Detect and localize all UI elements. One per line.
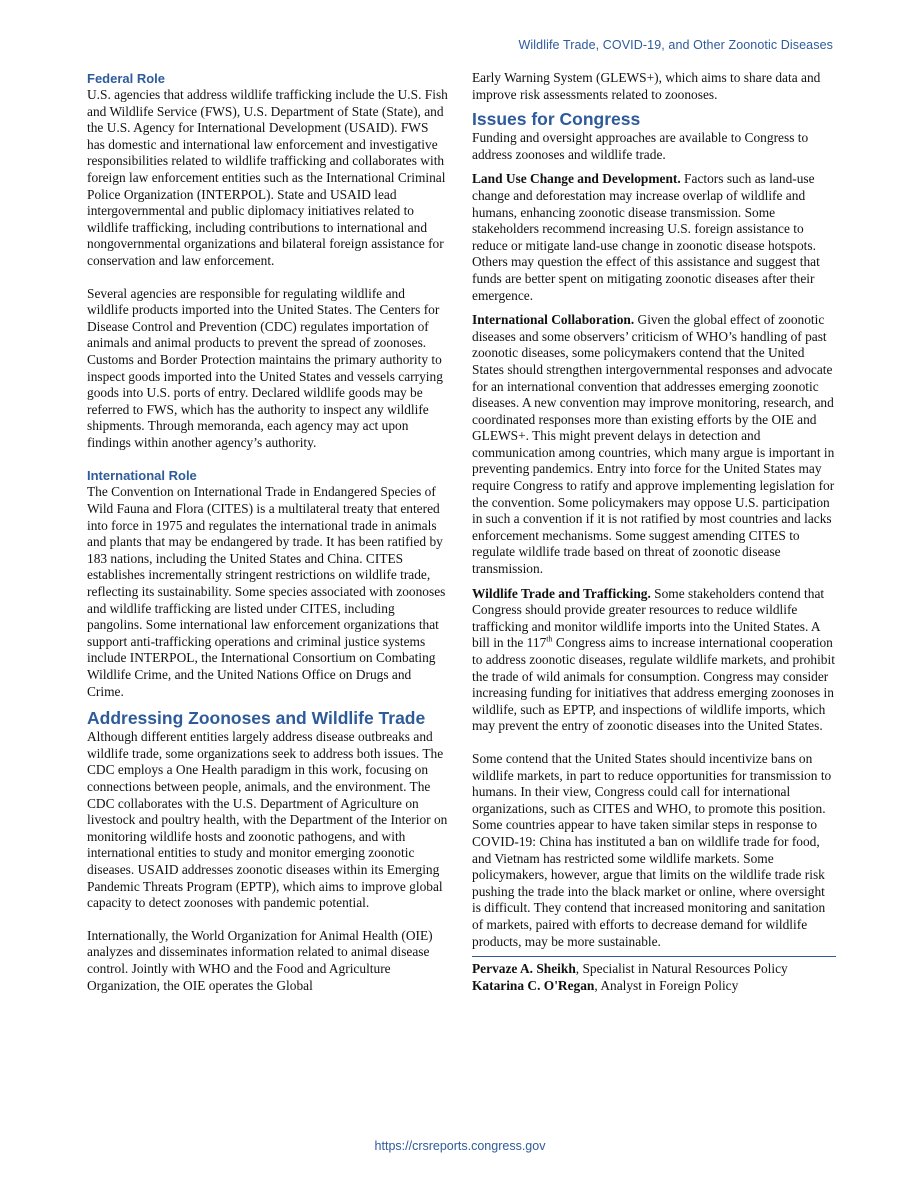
footer-url[interactable]: https://crsreports.congress.gov bbox=[374, 1139, 546, 1153]
trade-paragraph bbox=[472, 586, 836, 735]
addressing-paragraph-2: Internationally, the World Organization for Animal Health (OIE) analyzes and disseminates information related to animal disease control. Jointly with WHO and the Food and Agriculture Organization, the OIE operates the Global bbox=[87, 927, 433, 993]
land-use-paragraph bbox=[472, 171, 836, 304]
trade-paragraph-2: Some contend that the United States should incentivize bans on wildlife markets, in part to reduce opportunities for transmission to humans. In their view, Congress could call for international organizations, such as CITES and WHO, to promote this position. Some countries appear to have taken similar steps in response to COVID-19: China has instituted a ban on wildlife trade for food, and Vietnam has restricted some wildlife markets. Some policymakers, however, argue that limits on the wildlife trade risk pushing the trade into the black market or online, where oversight is difficult. They contend that increased monitoring and sanitation of markets, paired with efforts to decrease demand for wildlife products, may be more sustainable. bbox=[472, 750, 832, 949]
trade-text-b: Congress aims to increase international cooperation to address zoonotic diseases, regulate wildlife markets, and prohibit the trade of wild animals for consumption. Congress may consider increasing funding for initiatives that address emerging zoonoses in wildlife, such as EPTP, and inspections of wildlife imports, which may prevent the entry of zoonotic diseases into the United States. bbox=[472, 635, 835, 734]
land-use-lead: Land Use Change and Development. bbox=[472, 171, 681, 187]
federal-role-heading: Federal Role bbox=[87, 71, 166, 86]
author-2 bbox=[472, 978, 836, 995]
running-header: Wildlife Trade, COVID-19, and Other Zoonotic Diseases bbox=[518, 38, 833, 52]
issues-section-heading: Issues for Congress bbox=[472, 109, 641, 130]
trade-lead: Wildlife Trade and Trafficking. bbox=[472, 585, 651, 601]
trade-superscript: th bbox=[546, 634, 553, 644]
right-column bbox=[472, 70, 836, 994]
author-1-title: , Specialist in Natural Resources Policy bbox=[575, 961, 788, 977]
collaboration-text: Given the global effect of zoonotic diseases and some observers’ criticism of WHO’s handling of past zoonotic diseases, some policymakers contend that the United States should strengthen intergovernmental responses and advocate for an international convention that addresses emerging zoonotic diseases. A new convention may improve monitoring, research, and coordinated responses more than existing efforts by the OIE and GLEWS+. This might prevent delays in detection and communication among countries, which many argue is important in preventing pandemics. Entry into force for the United States may require Congress to ratify and approve implementing legislation for the convention. Some policymakers may oppose U.S. participation in such a convention if it is not ratified by most countries and lacks enforcement mechanisms. Some suggest amending CITES to regulate wildlife trade based on threat of zoonotic disease transmission. bbox=[472, 312, 835, 577]
federal-role-paragraph-2: Several agencies are responsible for regulating wildlife and wildlife products imported into the United States. The Centers for Disease Control and Prevention (CDC) regulates importation of animals and animal products to prevent the spread of zoonoses. Customs and Border Protection maintains the primary authority to inspect goods imported into the United States and vessels carrying goods into U.S. ports of entry. Declared wildlife goods may be referred to FWS, which has the authority to inspect any wildlife shipments. Through memoranda, each agency may act upon findings within another agency’s authority. bbox=[87, 285, 443, 450]
land-use-text: Factors such as land-use change and deforestation may increase overlap of wildlife and humans, enhancing zoonotic disease transmission. Some stakeholders recommend increasing U.S. foreign assistance to reduce or mitigate land-use change in zoonotic disease hotspots. Others may question the effect of this assistance and suggest that funds are better spent on mitigating zoonotic diseases after their emergence. bbox=[472, 171, 820, 303]
addressing-section-heading: Addressing Zoonoses and Wildlife Trade bbox=[87, 708, 426, 729]
international-role-heading: International Role bbox=[87, 468, 197, 484]
international-role-paragraph: The Convention on International Trade in Endangered Species of Wild Fauna and Flora (CITES) is a multilateral treaty that entered into force in 1975 and regulates the international trade in animals and plants that may be endangered by trade. It has been ratified by 183 nations, including the United States and China. CITES establishes incrementally stringent restrictions on wildlife trade, reflecting its sustainability. Some species associated with zoonoses and wildlife trafficking are listed under CITES, including pangolins. Some international law enforcement organizations that support anti-trafficking operations and criminal justice systems include INTERPOL, the International Consortium on Combating Wildlife Crime, and the United Nations Office on Drugs and Crime. bbox=[87, 484, 446, 699]
collaboration-paragraph bbox=[472, 312, 836, 578]
continued-paragraph: Early Warning System (GLEWS+), which aims to share data and improve risk assessments related to zoonoses. bbox=[472, 70, 821, 102]
author-2-title: , Analyst in Foreign Policy bbox=[594, 977, 739, 993]
trade-text-a: Some stakeholders contend that Congress should provide greater resources to reduce wildlife trafficking and monitor wildlife imports into the United States. A bill in the 117 bbox=[472, 585, 825, 651]
collaboration-lead: International Collaboration. bbox=[472, 312, 635, 328]
author-block bbox=[472, 956, 836, 994]
left-column bbox=[87, 70, 449, 994]
federal-role-paragraph-1: U.S. agencies that address wildlife trafficking include the U.S. Fish and Wildlife Service (FWS), U.S. Department of State (State), and the U.S. Agency for International Development (USAID). FWS has domestic and international law enforcement and investigative responsibilities related to wildlife trafficking and collaborates with foreign law enforcement entities such as the International Criminal Police Organization (INTERPOL). State and USAID lead intergovernmental and public diplomacy initiatives related to wildlife trafficking, including contributions to international and nongovernmental organizations and bilateral foreign assistance for conservation and law enforcement. bbox=[87, 87, 448, 268]
addressing-paragraph-1: Although different entities largely address disease outbreaks and wildlife trade, some organizations seek to address both issues. The CDC employs a One Health paradigm in this work, focusing on connections between people, animals, and the environment. The CDC collaborates with the U.S. Department of Agriculture on livestock and poultry health, with the Department of the Interior on monitoring wildlife hosts and zoonotic pathogens, and with international entities to study and monitor emerging zoonotic diseases. USAID addresses zoonotic diseases within its Emerging Pandemic Threats Program (EPTP), which aims to improve global capacity to detect zoonoses with pandemic potential. bbox=[87, 729, 448, 911]
issues-intro-paragraph: Funding and oversight approaches are available to Congress to address zoonoses and wildlife trade. bbox=[472, 130, 809, 162]
author-1 bbox=[472, 961, 836, 978]
author-2-name: Katarina C. O'Regan bbox=[472, 977, 595, 993]
author-1-name: Pervaze A. Sheikh bbox=[472, 961, 576, 977]
